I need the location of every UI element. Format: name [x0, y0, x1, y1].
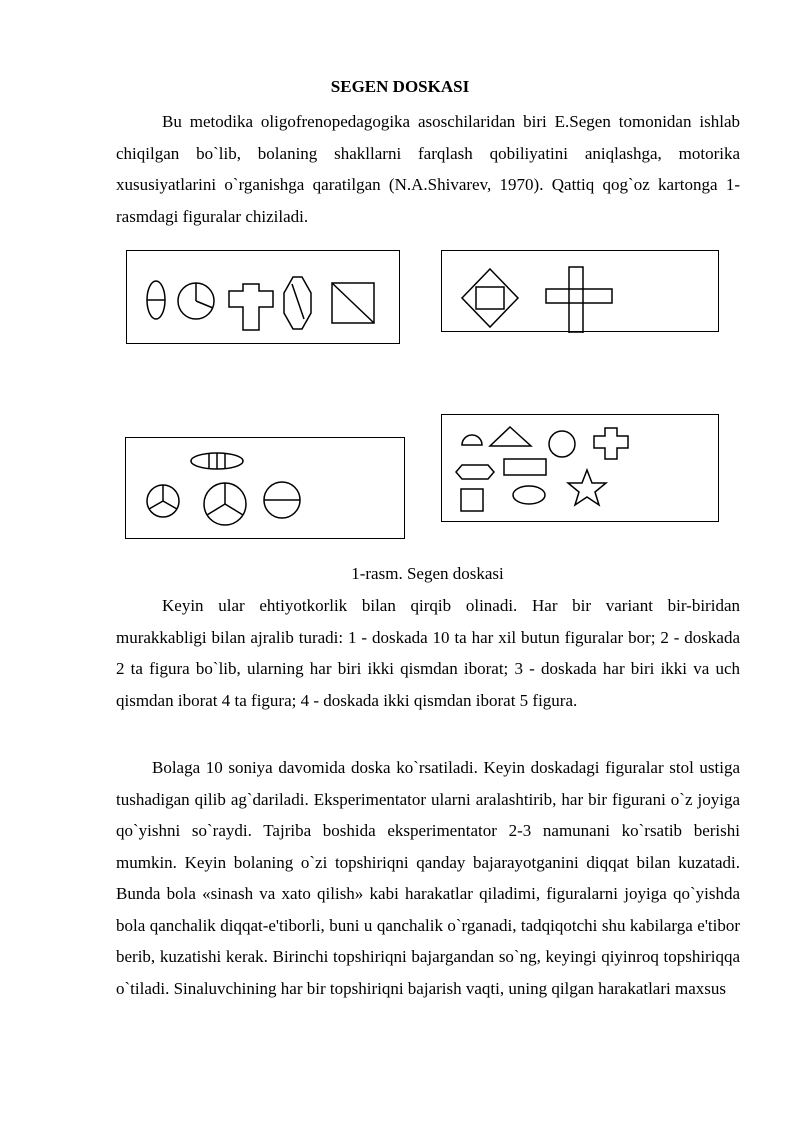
rectangle-shape	[504, 459, 546, 475]
segen-board-1	[126, 250, 400, 344]
hexagon-shape	[456, 465, 494, 479]
page-title: SEGEN DOSKASI	[330, 77, 470, 96]
figure-caption: 1-rasm. Segen doskasi	[351, 564, 504, 583]
board-4-shapes	[442, 415, 720, 523]
oval-split-shape	[147, 281, 165, 319]
segen-board-2	[441, 250, 719, 332]
circle-three-part-shape	[147, 485, 179, 517]
description-paragraph: Keyin ular ehtiyotkorlik bilan qirqib olinadi. Har bir variant bir-biridan murakkabligi bilan ajralib turadi: 1 - doskada 10 ta har xil butun figuralar bor; 2 - doskada 2 ta figura bo`lib, ularning har biri ikki qismdan iborat; 3 - doskada har biri ikki va uch qismdan iborat 4 ta figura; 4 - doskada ikki qismdan iborat 5 figura.	[116, 596, 740, 710]
segen-board-4	[441, 414, 719, 522]
segen-board-3	[125, 437, 405, 539]
square-shape	[461, 489, 483, 511]
hexagon-split-shape	[284, 277, 311, 329]
star-shape	[568, 470, 606, 505]
ellipse-three-part-shape	[191, 453, 243, 469]
diamond-in-square-shape	[462, 269, 518, 327]
cross-split-shape	[546, 267, 612, 333]
cross-shape	[229, 284, 273, 330]
board-1-shapes	[127, 251, 401, 345]
circle-three-part-large-shape	[204, 483, 246, 525]
ellipse-shape	[513, 486, 545, 504]
square-diagonal-shape	[332, 283, 374, 323]
semicircle-shape	[462, 435, 482, 445]
circle-sector-shape	[178, 283, 214, 319]
circle-half-shape	[264, 482, 300, 518]
board-2-shapes	[442, 251, 720, 333]
intro-paragraph: Bu metodika oligofrenopedagogika asoschilaridan biri E.Segen tomonidan ishlab chiqilgan bo`lib, bolaning shakllarni farqlash qobiliyatini aniqlashga, motorika xususiyatlarini o`rganishga qaratilgan (N.A.Shivarev, 1970). Qattiq qog`oz kartonga 1-rasmdagi figuralar chiziladi.	[116, 112, 740, 226]
board-3-shapes	[126, 438, 406, 540]
cross-shape-small	[594, 428, 628, 459]
procedure-paragraph: Bolaga 10 soniya davomida doska ko`rsatiladi. Keyin doskadagi figuralar stol ustiga tushadigan qilib ag`dariladi. Eksperimentator ularni aralashtirib, har bir figurani o`z joyiga qo`yishni so`raydi. Tajriba boshida eksperimentator 2-3 namunani ko`rsatib berishi mumkin. Keyin bolaning o`zi topshiriqni qanday bajarayotganini diqqat bilan kuzatadi. Bunda bola «sinash va xato qilish» kabi harakatlar qiladimi, figuralarni joyiga qo`yishda bola qanchalik diqqat-e'tiborli, buni u qanchalik o`rganadi, tadqiqotchi shu kabilarga e'tibor berib, kuzatishi kerak. Birinchi topshiriqni bajargandan so`ng, keyingi qiyinroq topshiriqqa o`tiladi. Sinaluvchining har bir topshiriqni bajarish vaqti, uning qilgan harakatlari maxsus	[116, 758, 740, 998]
circle-shape	[549, 431, 575, 457]
triangle-shape	[490, 427, 531, 446]
